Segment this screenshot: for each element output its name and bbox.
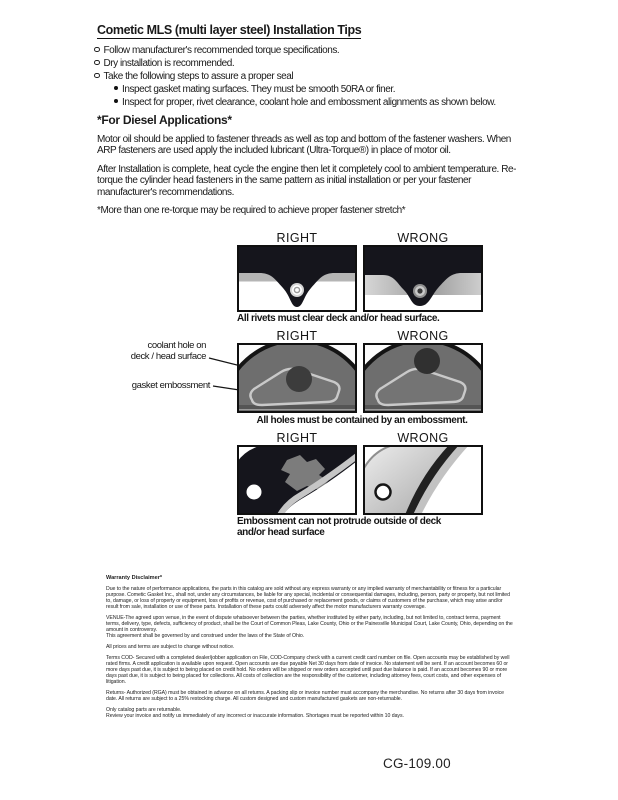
legal-paragraph: Only catalog parts are returnable.	[106, 707, 182, 713]
caption-line: Embossment can not protrude outside of deck	[237, 516, 441, 527]
embossment-right-illustration	[237, 445, 357, 515]
diagram-rivet-right	[237, 245, 357, 312]
diagram-rivet-wrong	[363, 245, 483, 312]
legal-paragraph: Review your invoice and notify us immediately of any incorrect or inaccurate information. Shortages must be reported within 10 days.	[106, 713, 404, 719]
hollow-bullet-icon	[94, 47, 100, 53]
row2-caption: All holes must be contained by an embossment.	[256, 415, 468, 426]
filled-bullet-icon	[114, 99, 118, 103]
rivet-wrong-illustration	[363, 245, 483, 312]
diesel-paragraph-2: After Installation is complete, heat cycle the engine then let it completely cool to ambient temperature. Re-torque the cylinder head fasteners in the same pattern as initial installation or per your fastener manufacturer's recommendations.	[97, 163, 516, 198]
coolant-hole-pointer-label	[100, 341, 206, 362]
list-item-text: Follow manufacturer's recommended torque specifications.	[103, 45, 340, 56]
legal-paragraph: Due to the nature of performance applications, the parts in this catalog are sold without any express warranty or any implied warranty of merchantability or fitness for a particular purpose. Cometic Gasket Inc., shall not, under any circumstances, be liable for any special, incidental or consequential damages, including, person, party or property, but not limited to, damage, or loss of property or equipment, loss of profits or revenue, cost of purchased or replacement goods, or claims of customers of the purchase, which may arise and/or result from sale, installation or use of these parts. Installation of these parts could adversely affect the motor manufacturers warranty coverage.	[106, 586, 510, 610]
diagram-embossment-right	[237, 445, 357, 515]
diagram-hole-right	[237, 343, 357, 413]
right-label: RIGHT	[276, 329, 318, 343]
row3-caption	[237, 516, 441, 538]
right-label: RIGHT	[276, 431, 318, 445]
diesel-section	[97, 113, 521, 223]
list-item	[114, 83, 524, 96]
wrong-label: WRONG	[397, 431, 449, 445]
pointer-label-line: coolant hole on	[147, 340, 206, 351]
warranty-disclaimer-heading: Warranty Disclaimer*	[106, 575, 163, 581]
gasket-embossment-pointer-label: gasket embossment	[131, 380, 210, 391]
list-item	[114, 96, 524, 109]
wrong-label: WRONG	[397, 329, 449, 343]
pointer-label-line: deck / head surface	[130, 350, 206, 362]
rivet-right-illustration	[237, 245, 357, 312]
filled-bullet-icon	[114, 86, 118, 90]
hollow-bullet-icon	[94, 73, 100, 79]
legal-paragraph: This agreement shall be governed by and construed under the laws of the State of Ohio.	[106, 633, 305, 639]
hole-wrong-illustration	[363, 343, 483, 413]
wrong-label: WRONG	[397, 231, 449, 245]
list-item-text: Inspect gasket mating surfaces. They must be smooth 50RA or finer.	[122, 84, 396, 95]
diagram-embossment-wrong	[363, 445, 483, 515]
page-title: Cometic MLS (multi layer steel) Installation Tips	[97, 23, 362, 37]
hollow-bullet-icon	[94, 60, 100, 66]
caption-line: and/or head surface	[237, 527, 325, 538]
list-item-text: Inspect for proper, rivet clearance, coolant hole and embossment alignments as shown below.	[122, 97, 496, 108]
legal-paragraph: VENUE-The agreed upon venue, in the event of dispute whatsoever between the parties, whether instituted by either party, including, but not limited to, contract terms, payment terms, delivery, type, defects, sufficiency of product, shall be the Court of Common Pleas, Lake County, Ohio or the Painesville Municipal Court, Lake County, Ohio, depending on the amount in controversy.	[106, 615, 513, 633]
list-item-text: Take the following steps to assure a proper seal	[103, 71, 294, 82]
page-number: CG-109.00	[383, 756, 451, 771]
list-item-text: Dry installation is recommended.	[103, 58, 235, 69]
hole-right-illustration	[237, 343, 357, 413]
legal-paragraph: Terms COD- Secured with a completed dealer/jobber application on File, COD-Company check with a current credit card number on file. Open accounts may be established by well rated firms. A credit application is available upon request. Open accounts are due payable Net 30 days from date of invoice. No statement will be sent. If an account becomes 60 or more days past due, it is subject to being placed on credit hold. No orders will be shipped or new orders accepted until past due balance is paid. If an account becomes 90 or more days past due, it is subject to being placed for collections. All costs of collection are the responsibility of the customer, including attorney fees, court costs, and other expenses of litigation.	[106, 655, 510, 685]
warranty-disclaimer-section	[106, 575, 515, 724]
row1-caption: All rivets must clear deck and/or head surface.	[237, 313, 440, 324]
embossment-wrong-illustration	[363, 445, 483, 515]
retorque-note: *More than one re-torque may be required to achieve proper fastener stretch*	[97, 205, 406, 217]
legal-paragraph: All prices and terms are subject to change without notice.	[106, 644, 235, 650]
installation-tips-list	[94, 44, 524, 109]
diesel-heading: *For Diesel Applications*	[97, 113, 232, 127]
list-item	[94, 44, 524, 57]
diesel-paragraph-1: Motor oil should be applied to fastener threads as well as top and bottom of the fastener washers. When ARP fasteners are used apply the included lubricant (Ultra-Torque®) in place of motor oil.	[97, 134, 511, 157]
legal-paragraph: Returns- Authorized (RGA) must be obtained in advance on all returns. A packing slip or invoice number must accompany the merchandise. No returns after 30 days from invoice date. All returns are subject to a 25% restocking charge. All custom designed and custom manufactured gaskets are non-returnable.	[106, 690, 504, 702]
diagram-hole-wrong	[363, 343, 483, 413]
right-label: RIGHT	[276, 231, 318, 245]
list-item	[94, 57, 524, 70]
list-item	[94, 70, 524, 83]
